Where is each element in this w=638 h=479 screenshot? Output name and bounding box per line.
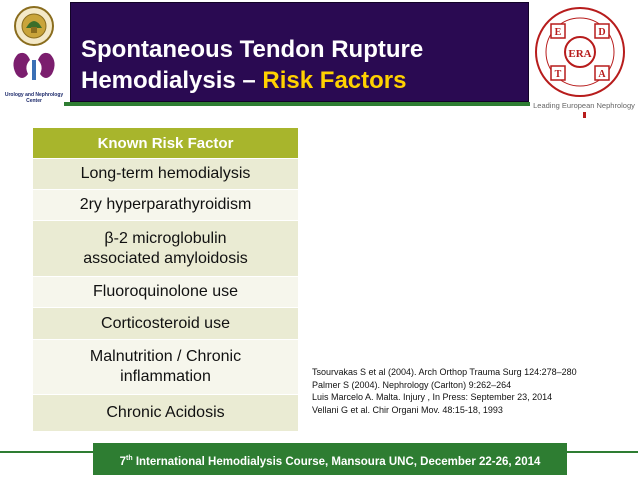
table-row [33,277,298,308]
logo-letter-e: E [554,27,562,38]
table-row [33,308,298,340]
title-underline [64,102,530,106]
table-row [33,395,298,432]
table-row [33,221,298,277]
table-header-cell: Known Risk Factor [33,128,298,159]
table-row [33,159,298,190]
risk-factor-table [33,128,298,432]
urology-center-caption: Urology and Nephrology Center [4,92,64,104]
risk-factor-text: β-2 microglobulin [104,229,227,247]
footer-ordinal: 7 [119,455,127,468]
era-tagline: Leading European Nephrology [533,101,635,110]
era-edta-logo [534,6,634,116]
risk-factor-cell [33,277,298,308]
risk-factor-text-line2: associated amyloidosis [83,249,248,267]
footer-text: International Hemodialysis Course, Mansoura UNC, December 22-26, 2014 [132,455,541,468]
era-edta-seal-icon [534,6,626,98]
risk-factor-text: 2ry hyperparathyroidism [79,196,252,213]
reference-item: Palmer S (2004). Nephrology (Carlton) 9:262–264 [312,379,512,390]
risk-factor-cell [33,308,298,340]
risk-factor-cell [33,190,298,221]
risk-factor-cell [33,159,298,190]
references-block [312,366,632,416]
risk-factor-text: Malnutrition / Chronic [89,348,242,365]
risk-factor-text: Chronic Acidosis [106,404,225,421]
risk-factor-text: Fluoroquinolone use [93,283,238,300]
risk-factor-text: Corticosteroid use [101,314,230,332]
title-accent: Risk Factors [262,67,407,94]
logo-letter-t: T [554,69,562,80]
table-row [33,340,298,395]
risk-factor-text-line2: inflammation [120,368,211,385]
kidney-icon [13,53,54,80]
logo-letter-d: D [598,27,606,38]
title-prefix: Hemodialysis – [81,67,263,94]
risk-factor-text: Long-term hemodialysis [80,165,251,182]
risk-factor-cell [33,395,298,432]
footer-ordinal-suffix: th [126,455,133,462]
risk-factor-cell [33,340,298,395]
reference-item: Tsourvakas S et al (2004). Arch Orthop Trauma Surg 124:278–280 [312,367,577,377]
table-row [33,190,298,221]
reference-item: Luis Marcelo A. Malta. Injury , In Press: September 23, 2014 [312,392,553,402]
logo-era-mark: ERA [568,48,592,60]
reference-item: Vellani G et al. Chir Organi Mov. 48:15-18, 1993 [312,404,503,415]
logo-letter-a: A [598,69,606,80]
footer-bar [93,443,567,475]
title-banner [70,2,529,102]
table-header-row [33,128,298,159]
decorative-tick [583,112,586,118]
risk-factor-cell [33,221,298,277]
mansoura-university-logo [4,4,64,110]
university-seal-icon [4,4,64,92]
slide-title-line1: Spontaneous Tendon Rupture [81,36,424,63]
slide-title-line2 [81,67,406,95]
